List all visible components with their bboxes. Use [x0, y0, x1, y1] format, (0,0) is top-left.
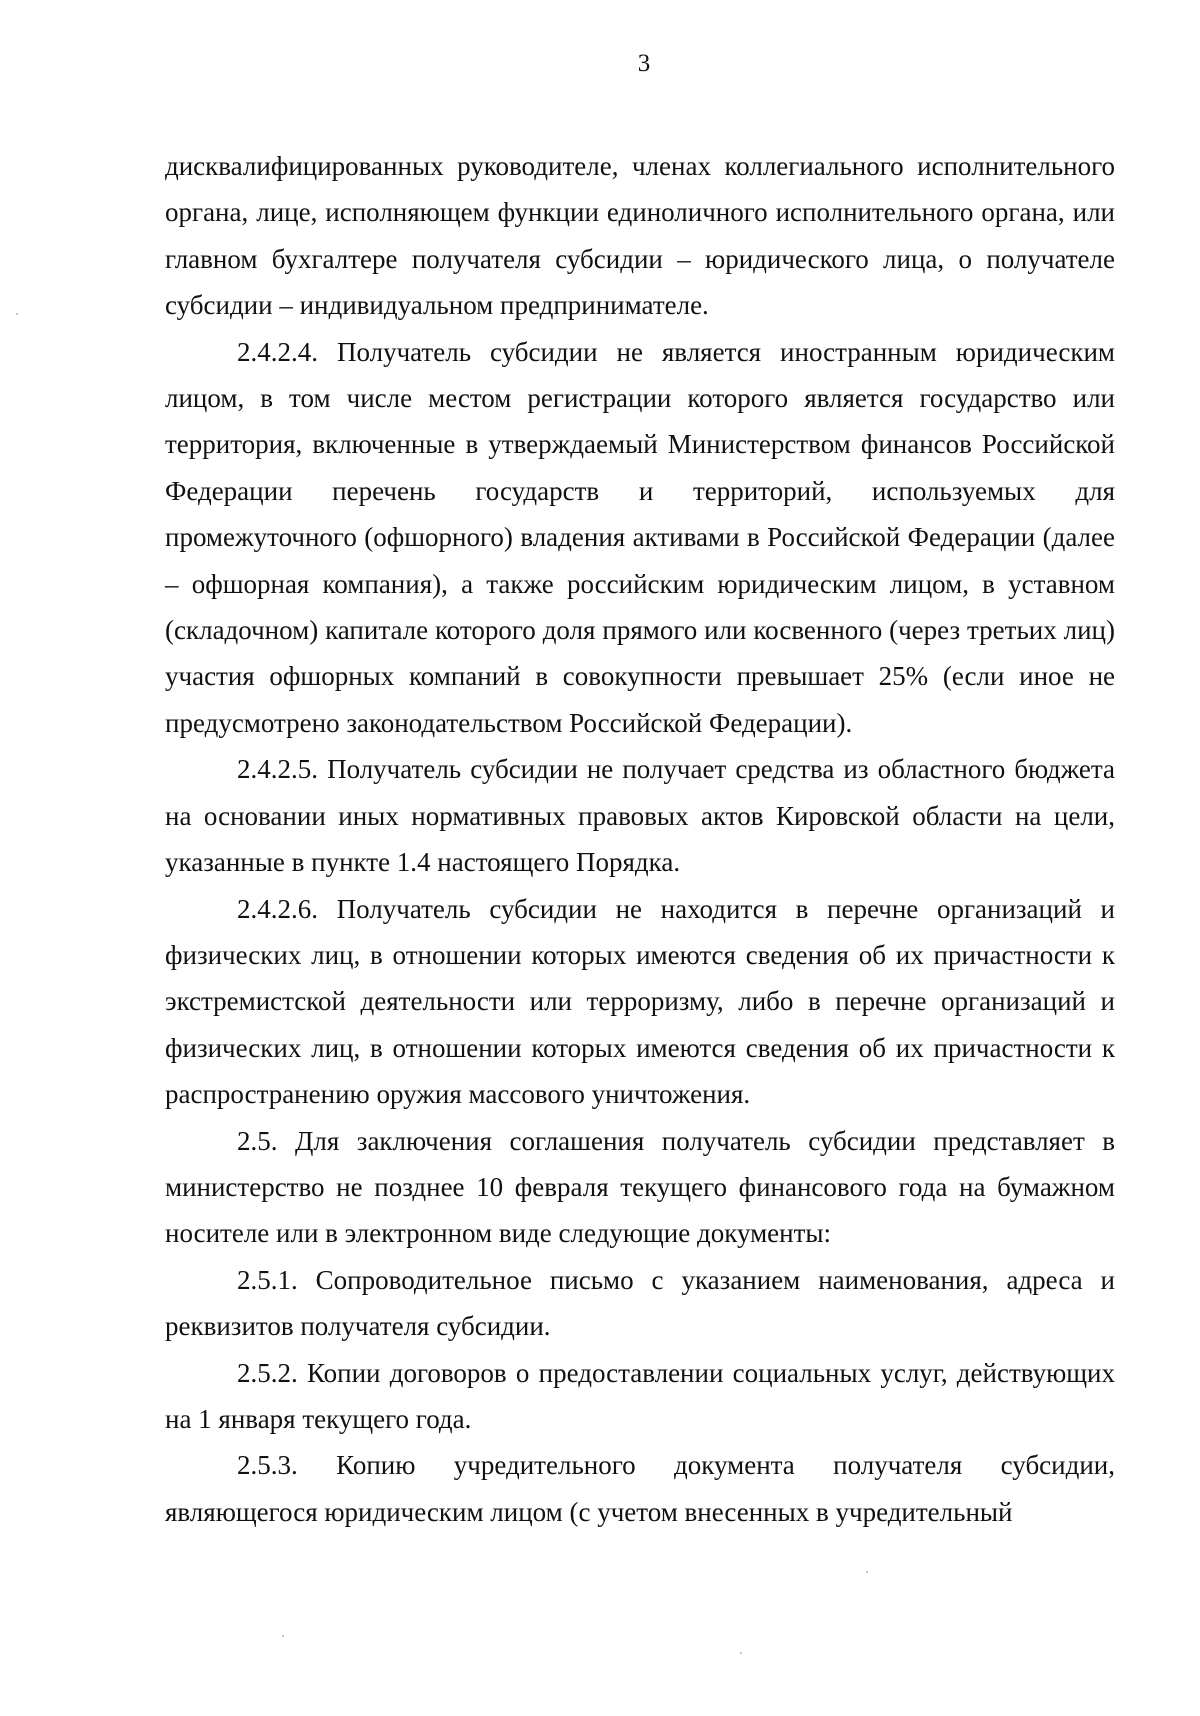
document-body — [165, 143, 1115, 1535]
paragraph-2-5-1: 2.5.1. Сопроводительное письмо с указанием наименования, адреса и реквизитов получателя субсидии. — [165, 1264, 1115, 1342]
paragraph-2-5: 2.5. Для заключения соглашения получатель субсидии представляет в министерство не позднее 10 февраля текущего финансового года на бумажном носителе или в электронном виде следующие документы: — [165, 1125, 1115, 1249]
paragraph-continuation: дисквалифицированных руководителе, членах коллегиального исполнительного органа, лице, исполняющем функции единоличного исполнительного органа, или главном бухгалтере получателя субсидии – юридического лица, о получателе субсидии – индивидуальном предпринимателе. — [165, 151, 1115, 321]
paragraph-2-5-2: 2.5.2. Копии договоров о предоставлении социальных услуг, действующих на 1 января текущего года. — [165, 1357, 1115, 1434]
paragraph-2-4-2-5: 2.4.2.5. Получатель субсидии не получает средства из областного бюджета на основании иных нормативных правовых актов Кировской области на цели, указанные в пункте 1.4 настоящего Порядка. — [165, 754, 1115, 878]
scan-speck — [282, 1635, 284, 1637]
scan-speck — [866, 1571, 868, 1573]
paragraph-2-5-3: 2.5.3. Копию учредительного документа получателя субсидии, являющегося юридическим лицом (с учетом внесенных в учредительный — [165, 1450, 1115, 1527]
page-number: 3 — [637, 50, 651, 77]
paragraph-2-4-2-4: 2.4.2.4. Получатель субсидии не является иностранным юридическим лицом, в том числе местом регистрации которого является государство или территория, включенные в утверждаемый Министерством финансов Российской Федерации перечень государств и территорий, используемых для промежуточного (офшорного) владения активами в Российской Федерации (далее – офшорная компания), а также российским юридическим лицом, в уставном (складочном) капитале которого доля прямого или косвенного (через третьих лиц) участия офшорных компаний в совокупности превышает 25% (если иное не предусмотрено законодательством Российской Федерации). — [165, 336, 1115, 738]
scan-speck — [16, 313, 18, 315]
scan-speck — [740, 1652, 742, 1654]
paragraph-2-4-2-6: 2.4.2.6. Получатель субсидии не находится в перечне организаций и физических лиц, в отношении которых имеются сведения об их причастности к экстремистской деятельности или терроризму, либо в перечне организаций и физических лиц, в отношении которых имеются сведения об их причастности к распространению оружия массового уничтожения. — [165, 893, 1115, 1110]
